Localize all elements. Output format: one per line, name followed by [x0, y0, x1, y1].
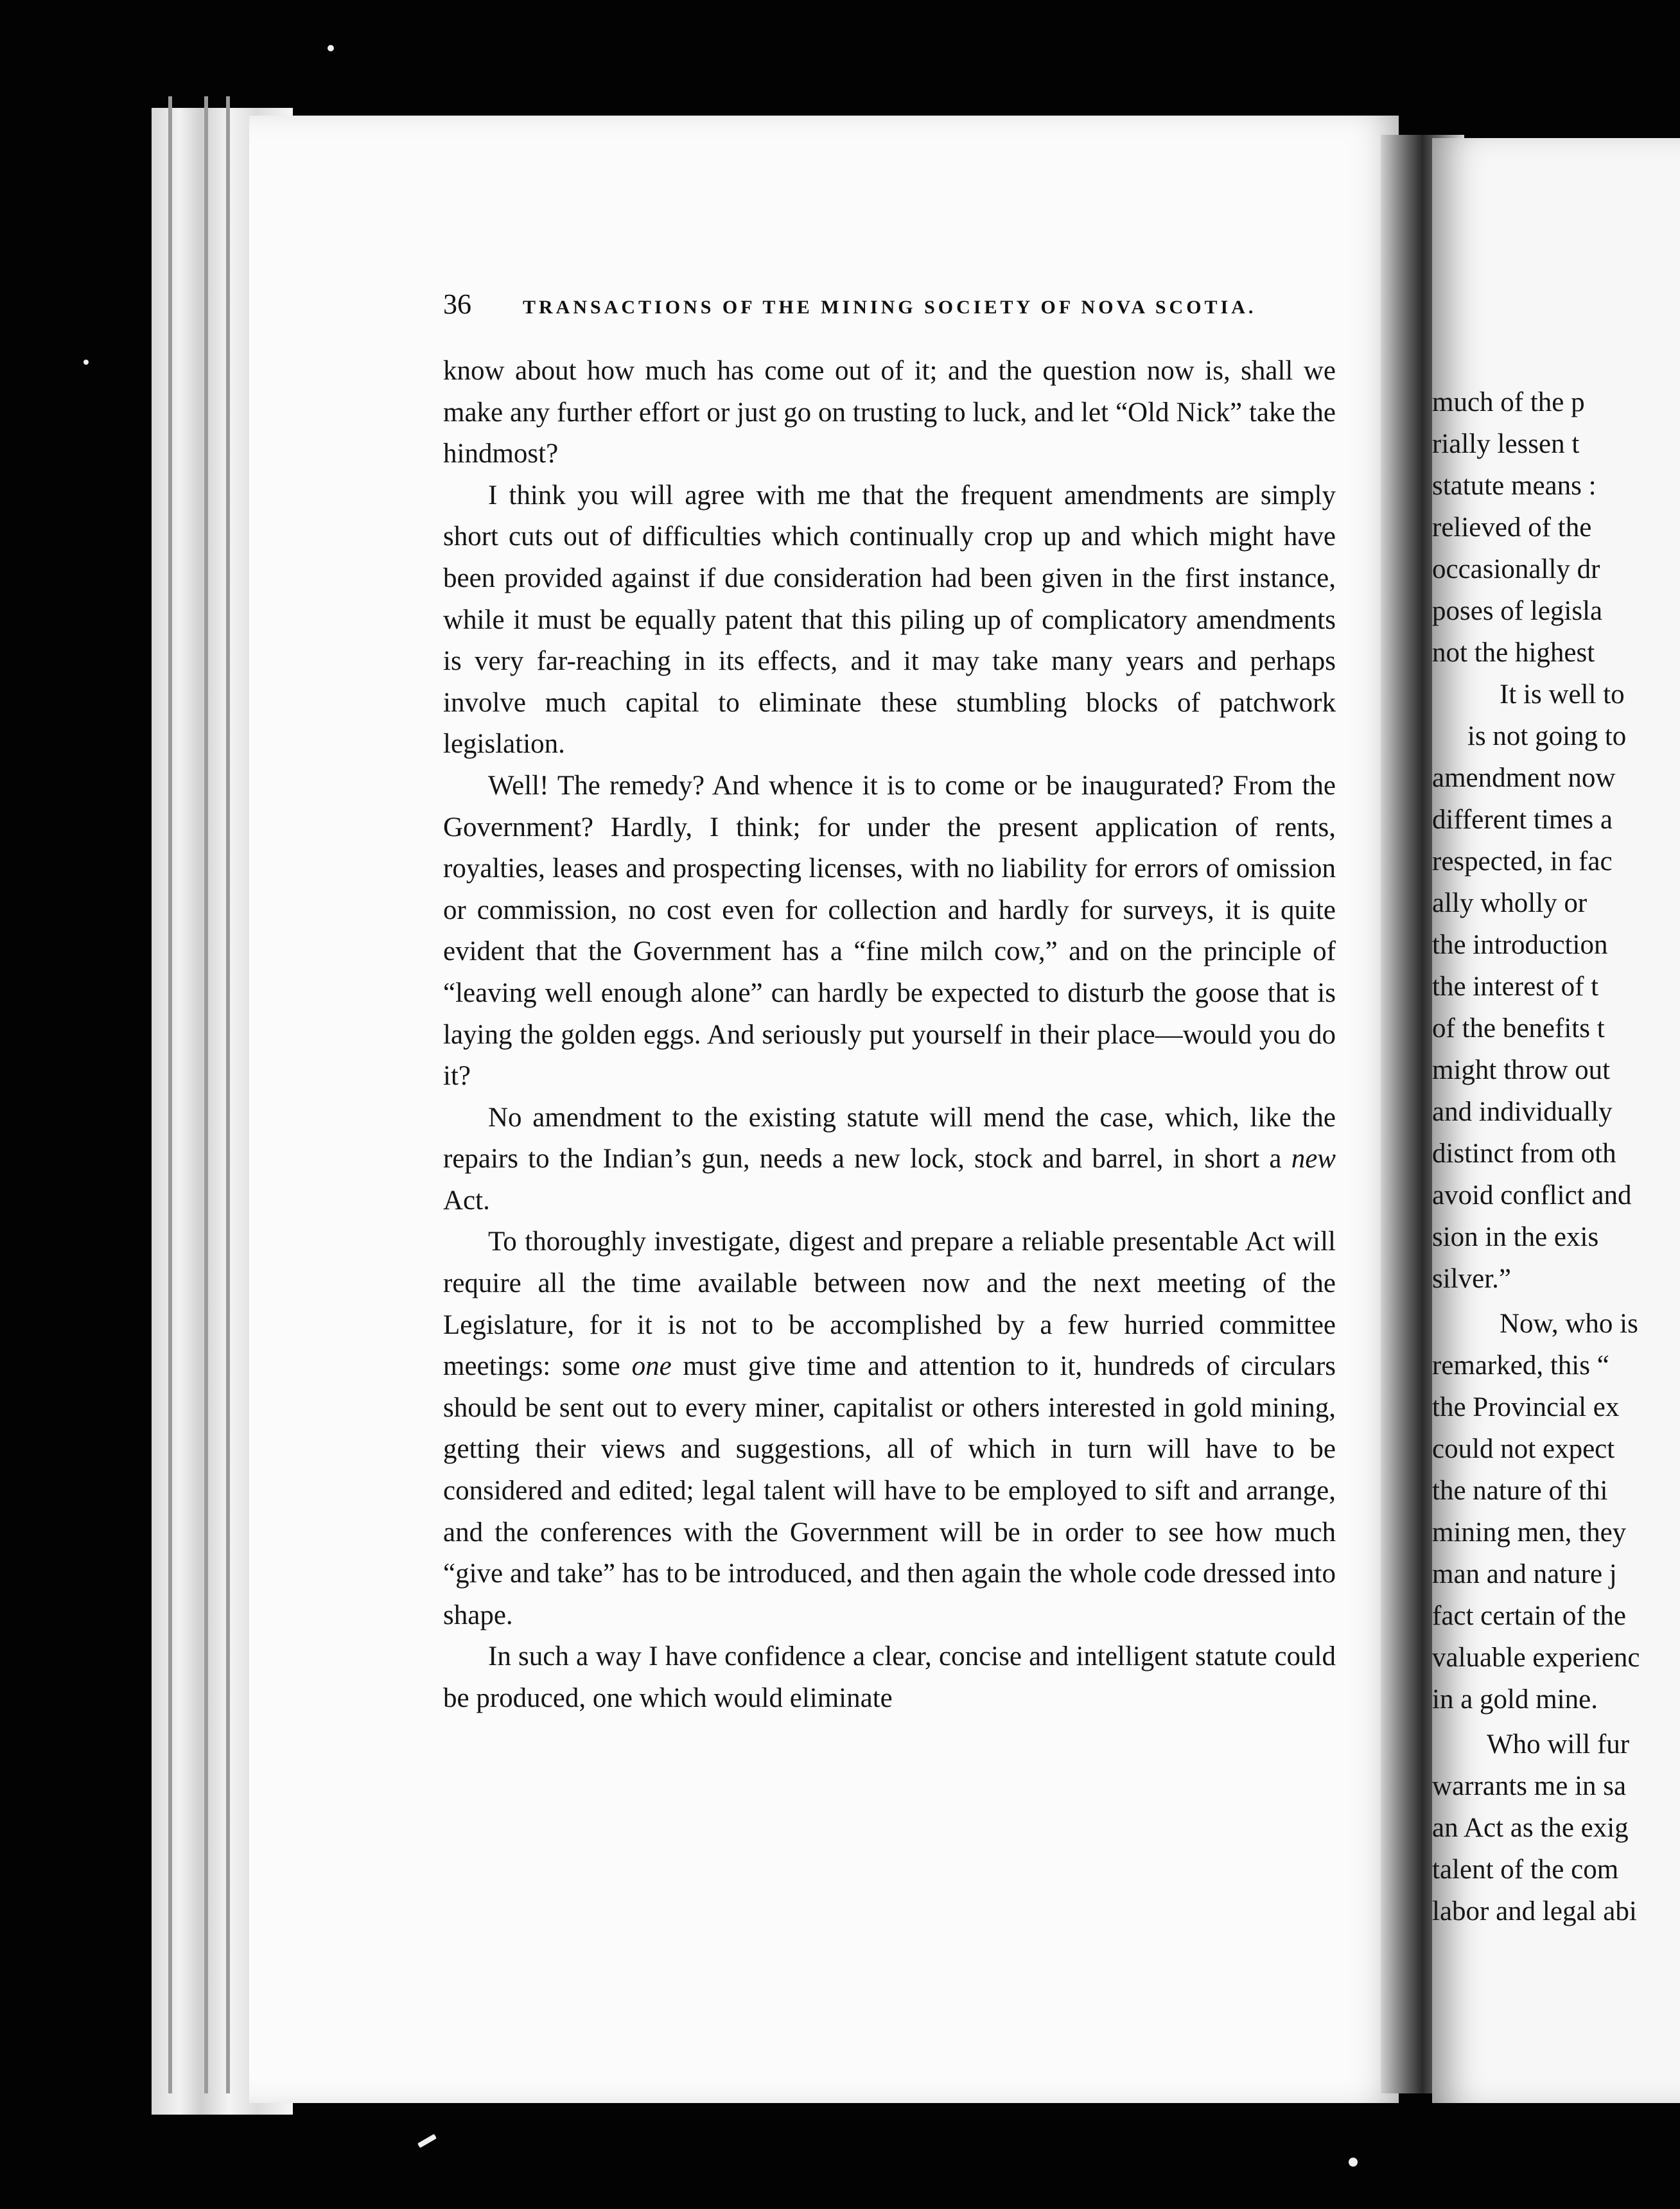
right-page-line: talent of the com — [1432, 1855, 1619, 1885]
paragraph — [443, 1097, 1336, 1222]
right-page-line: is not going to — [1467, 721, 1627, 751]
right-page-line: the introduction — [1432, 930, 1608, 960]
right-page-line: sion in the exis — [1432, 1222, 1599, 1252]
right-page-line: poses of legisla — [1432, 596, 1603, 626]
paragraph-text: No amendment to the existing statute will mend the case, which, like the repairs to the Indian’s gun, needs a new lock, stock and barrel, in short a — [443, 1102, 1336, 1174]
right-page-line: mining men, they — [1432, 1517, 1627, 1548]
right-page-line: labor and legal abi — [1432, 1896, 1637, 1926]
right-page-line: the nature of thi — [1432, 1476, 1608, 1506]
right-page-line: avoid conflict and — [1432, 1180, 1632, 1210]
page-header — [443, 288, 1259, 320]
paragraph: I think you will agree with me that the frequent amendments are simply short cuts out of difficulties which continually crop up and which might have been provided against if due consideration had been given in the first instance, while it must be equally patent that this piling up of complicatory amendments is very far-reaching in its effects, and it may take many years and perhaps involve much capital to eliminate these stumbling blocks of patchwork legislation. — [443, 480, 1336, 760]
right-page-line: different times a — [1432, 805, 1613, 835]
scan-speck — [1349, 2158, 1358, 2167]
right-page-line: much of the p — [1432, 387, 1585, 417]
italic-word: new — [1291, 1144, 1336, 1174]
right-page-line: valuable experienc — [1432, 1643, 1640, 1673]
right-page-line: statute means : — [1432, 471, 1597, 501]
right-page-line: man and nature j — [1432, 1559, 1617, 1589]
scan-speck — [83, 360, 89, 365]
right-page — [1432, 138, 1680, 2103]
right-page-line: in a gold mine. — [1432, 1684, 1598, 1715]
page-edge-line — [226, 96, 230, 2093]
paragraph: In such a way I have confidence a clear, concise and intelligent statute could be produced, one which would eliminate — [443, 1641, 1336, 1713]
paragraph: know about how much has come out of it; and the question now is, shall we make any further effort or just go on trusting to luck, and let “Old Nick” take the hindmost? — [443, 356, 1336, 469]
right-page-line: occasionally dr — [1432, 554, 1600, 584]
right-page-line: not the highest — [1432, 638, 1595, 668]
right-page-line: an Act as the exig — [1432, 1813, 1629, 1843]
right-page-line: ally wholly or — [1432, 888, 1588, 918]
paragraph-text: Act. — [443, 1185, 490, 1216]
right-page-line: the interest of t — [1432, 972, 1599, 1002]
right-page-line: silver.” — [1432, 1264, 1511, 1294]
right-page-line: of the benefits t — [1432, 1013, 1605, 1043]
right-page-line: relieved of the — [1432, 512, 1592, 543]
scan-speck — [328, 45, 334, 51]
right-page-line: remarked, this “ — [1432, 1350, 1609, 1381]
right-page-line: warrants me in sa — [1432, 1771, 1627, 1801]
italic-word: one — [631, 1351, 672, 1382]
right-page-line: the Provincial ex — [1432, 1392, 1620, 1422]
paragraph-text: must give time and attention to it, hundreds of circulars should be sent out to every miner, capitalist or others interested in gold mining, getting their views and suggestions, all of which in turn will have to be considered and edited; legal talent will have to be employed to sift and arrange, and the conferences with the Government will be in order to see how much “give and take” has to be introduced, and then again the whole code dressed into shape. — [443, 1351, 1336, 1630]
running-head: TRANSACTIONS OF THE MINING SOCIETY OF NOVA SCOTIA. — [523, 297, 1257, 318]
paragraph: Well! The remedy? And whence it is to come or be inaugurated? From the Government? Hardly, I think; for under the present application of rents, royalties, leases and prospecting licenses, with no liability for errors of omission or commission, no cost even for collection and hardly for surveys, it is quite evident that the Government has a “fine milch cow,” and on the principle of “leaving well enough alone” can hardly be expected to disturb the goose that is laying the golden eggs. And seriously put yourself in their place—would you do it? — [443, 770, 1336, 1092]
right-page-line: Who will fur — [1487, 1729, 1630, 1759]
right-page-line: distinct from oth — [1432, 1139, 1616, 1169]
right-page-line: Now, who is — [1500, 1309, 1638, 1339]
body-text — [443, 351, 1336, 1720]
page-number: 36 — [443, 288, 471, 320]
right-page-line: It is well to — [1500, 679, 1625, 710]
right-page-line: amendment now — [1432, 763, 1616, 793]
right-page-line: and individually — [1432, 1097, 1613, 1127]
right-page-line: respected, in fac — [1432, 846, 1613, 877]
paragraph-text: To thoroughly investigate, digest and prepare a reliable presentable Act will require all the time available between now and the next meeting of the Legislature, for it is not to be accomplished by a few hurried committee meetings: some — [443, 1227, 1336, 1382]
right-page-line: rially lessen t — [1432, 429, 1580, 459]
page-edge-line — [168, 96, 172, 2093]
scan-speck — [417, 2134, 437, 2148]
page-edge-line — [204, 96, 208, 2093]
right-page-line: could not expect — [1432, 1434, 1615, 1464]
paragraph — [443, 1221, 1336, 1636]
right-page-line: fact certain of the — [1432, 1601, 1627, 1631]
right-page-line: might throw out — [1432, 1055, 1611, 1085]
